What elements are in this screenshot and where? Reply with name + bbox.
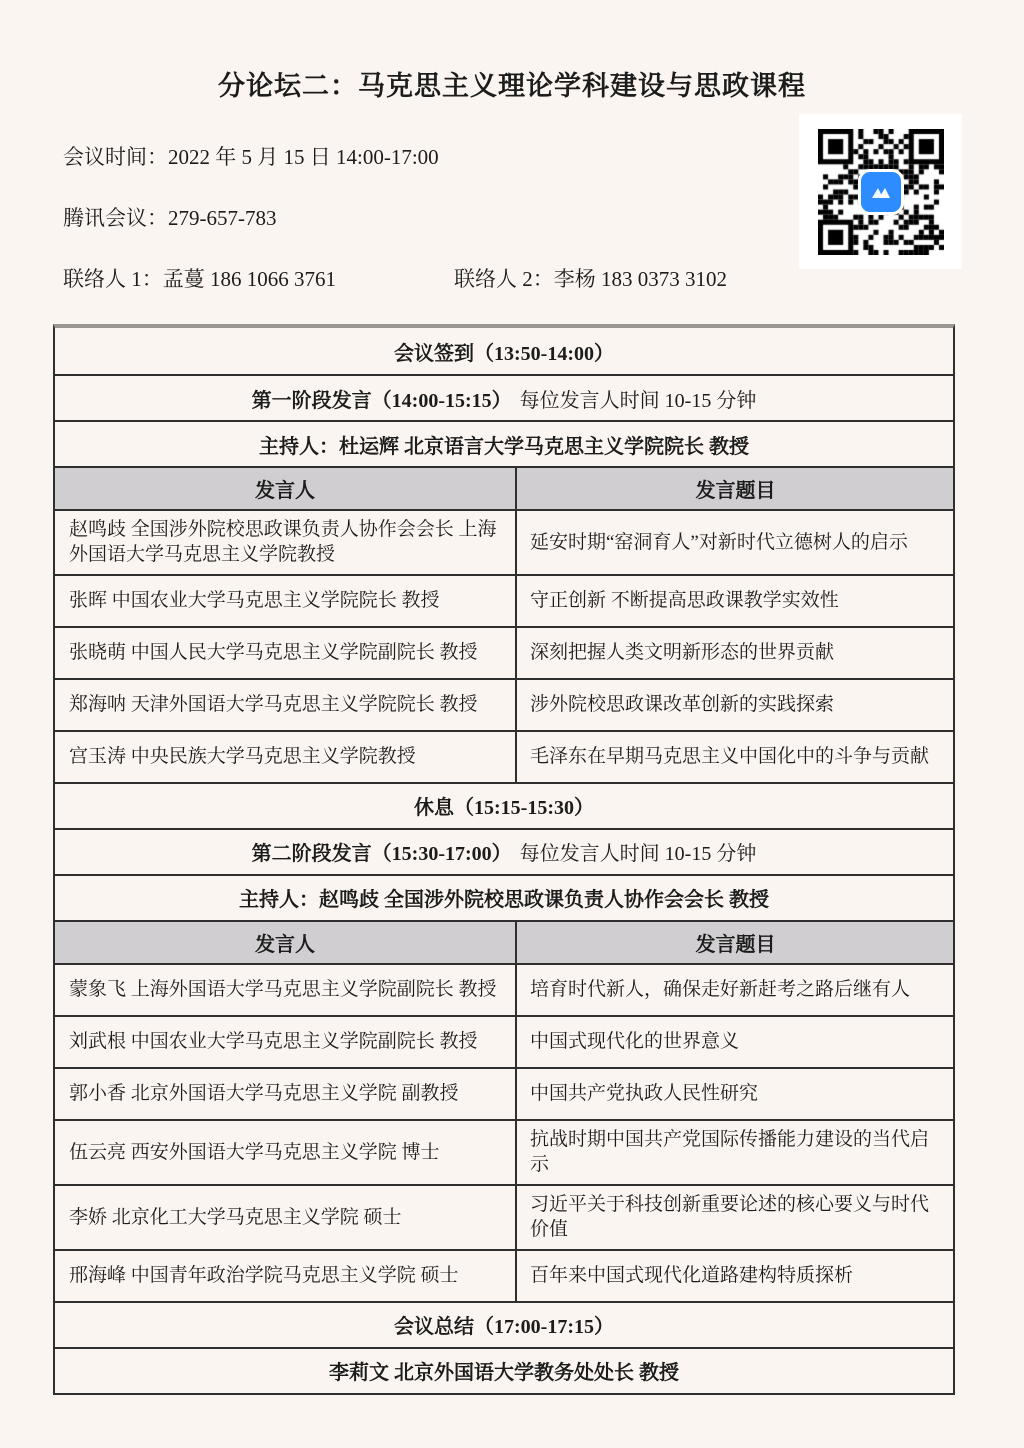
agenda-section-row — [55, 1347, 953, 1393]
speaker-cell: 邢海峰 中国青年政治学院马克思主义学院 硕士 — [55, 1251, 517, 1301]
topic-cell: 中国共产党执政人民性研究 — [530, 1083, 759, 1105]
topic-column-header: 发言题目 — [517, 922, 953, 963]
speaker-cell: 张晓萌 中国人民大学马克思主义学院副院长 教授 — [55, 628, 517, 678]
agenda-entry-row — [55, 626, 953, 678]
agenda-section-row — [55, 328, 953, 374]
topic-cell: 习近平关于科技创新重要论述的核心要义与时代价值 — [530, 1193, 930, 1241]
agenda-entry-row — [55, 1249, 953, 1301]
section-title-text: 主持人：杜运辉 北京语言大学马克思主义学院院长 教授 — [259, 435, 749, 458]
contact-1: 联络人 1：孟蔓 186 1066 3761 — [63, 267, 336, 291]
speaker-cell: 赵鸣歧 全国涉外院校思政课负责人协作会会长 上海外国语大学马克思主义学院教授 — [55, 511, 517, 574]
topic-cell: 百年来中国式现代化道路建构特质探析 — [530, 1264, 854, 1286]
topic-cell: 毛泽东在早期马克思主义中国化中的斗争与贡献 — [530, 746, 930, 768]
section-title-text: 李莉文 北京外国语大学教务处处长 教授 — [329, 1362, 679, 1385]
agenda-section-row — [55, 782, 953, 828]
topic-cell: 深刻把握人类文明新形态的世界贡献 — [530, 642, 835, 664]
topic-cell: 守正创新 不断提高思政课教学实效性 — [530, 590, 839, 612]
tencent-meeting-logo-icon — [861, 172, 901, 212]
agenda-entry-row — [55, 1015, 953, 1067]
tencent-meeting-id: 腾讯会议：279-657-783 — [63, 206, 277, 230]
agenda-entry-row — [55, 574, 953, 626]
meeting-time: 会议时间：2022 年 5 月 15 日 14:00-17:00 — [63, 145, 439, 169]
topic-cell: 涉外院校思政课改革创新的实践探索 — [530, 694, 835, 716]
section-note-text: 每位发言人时间 10-15 分钟 — [519, 389, 757, 412]
agenda-entry-row — [55, 509, 953, 574]
agenda-entry-row — [55, 1184, 953, 1249]
agenda-entry-row — [55, 1067, 953, 1119]
section-title-text: 第一阶段发言（14:00-15:15） — [251, 389, 512, 412]
speaker-cell: 伍云亮 西安外国语大学马克思主义学院 博士 — [55, 1121, 517, 1184]
section-title-text: 休息（15:15-15:30） — [414, 797, 594, 820]
section-title-text: 主持人：赵鸣歧 全国涉外院校思政课负责人协作会会长 教授 — [239, 889, 769, 912]
agenda-column-header-row — [55, 920, 953, 963]
topic-cell: 抗战时期中国共产党国际传播能力建设的当代启示 — [530, 1128, 930, 1176]
speaker-column-header: 发言人 — [55, 468, 517, 509]
agenda-column-header-row — [55, 466, 953, 509]
speaker-cell: 李娇 北京化工大学马克思主义学院 硕士 — [55, 1186, 517, 1249]
agenda-entry-row — [55, 730, 953, 782]
agenda-entry-row — [55, 1119, 953, 1184]
contact-2: 联络人 2：李杨 183 0373 3102 — [454, 267, 727, 291]
section-note-text: 每位发言人时间 10-15 分钟 — [519, 843, 757, 866]
speaker-column-header: 发言人 — [55, 922, 517, 963]
agenda-section-row — [55, 420, 953, 466]
speaker-cell: 宫玉涛 中央民族大学马克思主义学院教授 — [55, 732, 517, 782]
agenda-section-row — [55, 1301, 953, 1347]
agenda-section-row — [55, 874, 953, 920]
agenda-table — [53, 324, 955, 1395]
agenda-entry-row — [55, 678, 953, 730]
speaker-cell: 张晖 中国农业大学马克思主义学院院长 教授 — [55, 576, 517, 626]
topic-cell: 中国式现代化的世界意义 — [530, 1031, 740, 1053]
qr-panel — [799, 114, 962, 269]
topic-cell: 延安时期“窑洞育人”对新时代立德树人的启示 — [530, 531, 908, 553]
agenda-entry-row — [55, 963, 953, 1015]
agenda-section-row — [55, 374, 953, 420]
speaker-cell: 郭小香 北京外国语大学马克思主义学院 副教授 — [55, 1069, 517, 1119]
speaker-cell: 蒙象飞 上海外国语大学马克思主义学院副院长 教授 — [55, 965, 517, 1015]
topic-cell: 培育时代新人，确保走好新赶考之路后继有人 — [530, 979, 911, 1001]
topic-column-header: 发言题目 — [517, 468, 953, 509]
section-title-text: 会议总结（17:00-17:15） — [394, 1316, 614, 1339]
speaker-cell: 郑海呐 天津外国语大学马克思主义学院院长 教授 — [55, 680, 517, 730]
agenda-section-row — [55, 828, 953, 874]
qr-code — [818, 129, 944, 255]
speaker-cell: 刘武根 中国农业大学马克思主义学院副院长 教授 — [55, 1017, 517, 1067]
section-title-text: 第二阶段发言（15:30-17:00） — [251, 843, 512, 866]
section-title-text: 会议签到（13:50-14:00） — [394, 342, 614, 365]
page-title: 分论坛二：马克思主义理论学科建设与思政课程 — [218, 71, 806, 101]
